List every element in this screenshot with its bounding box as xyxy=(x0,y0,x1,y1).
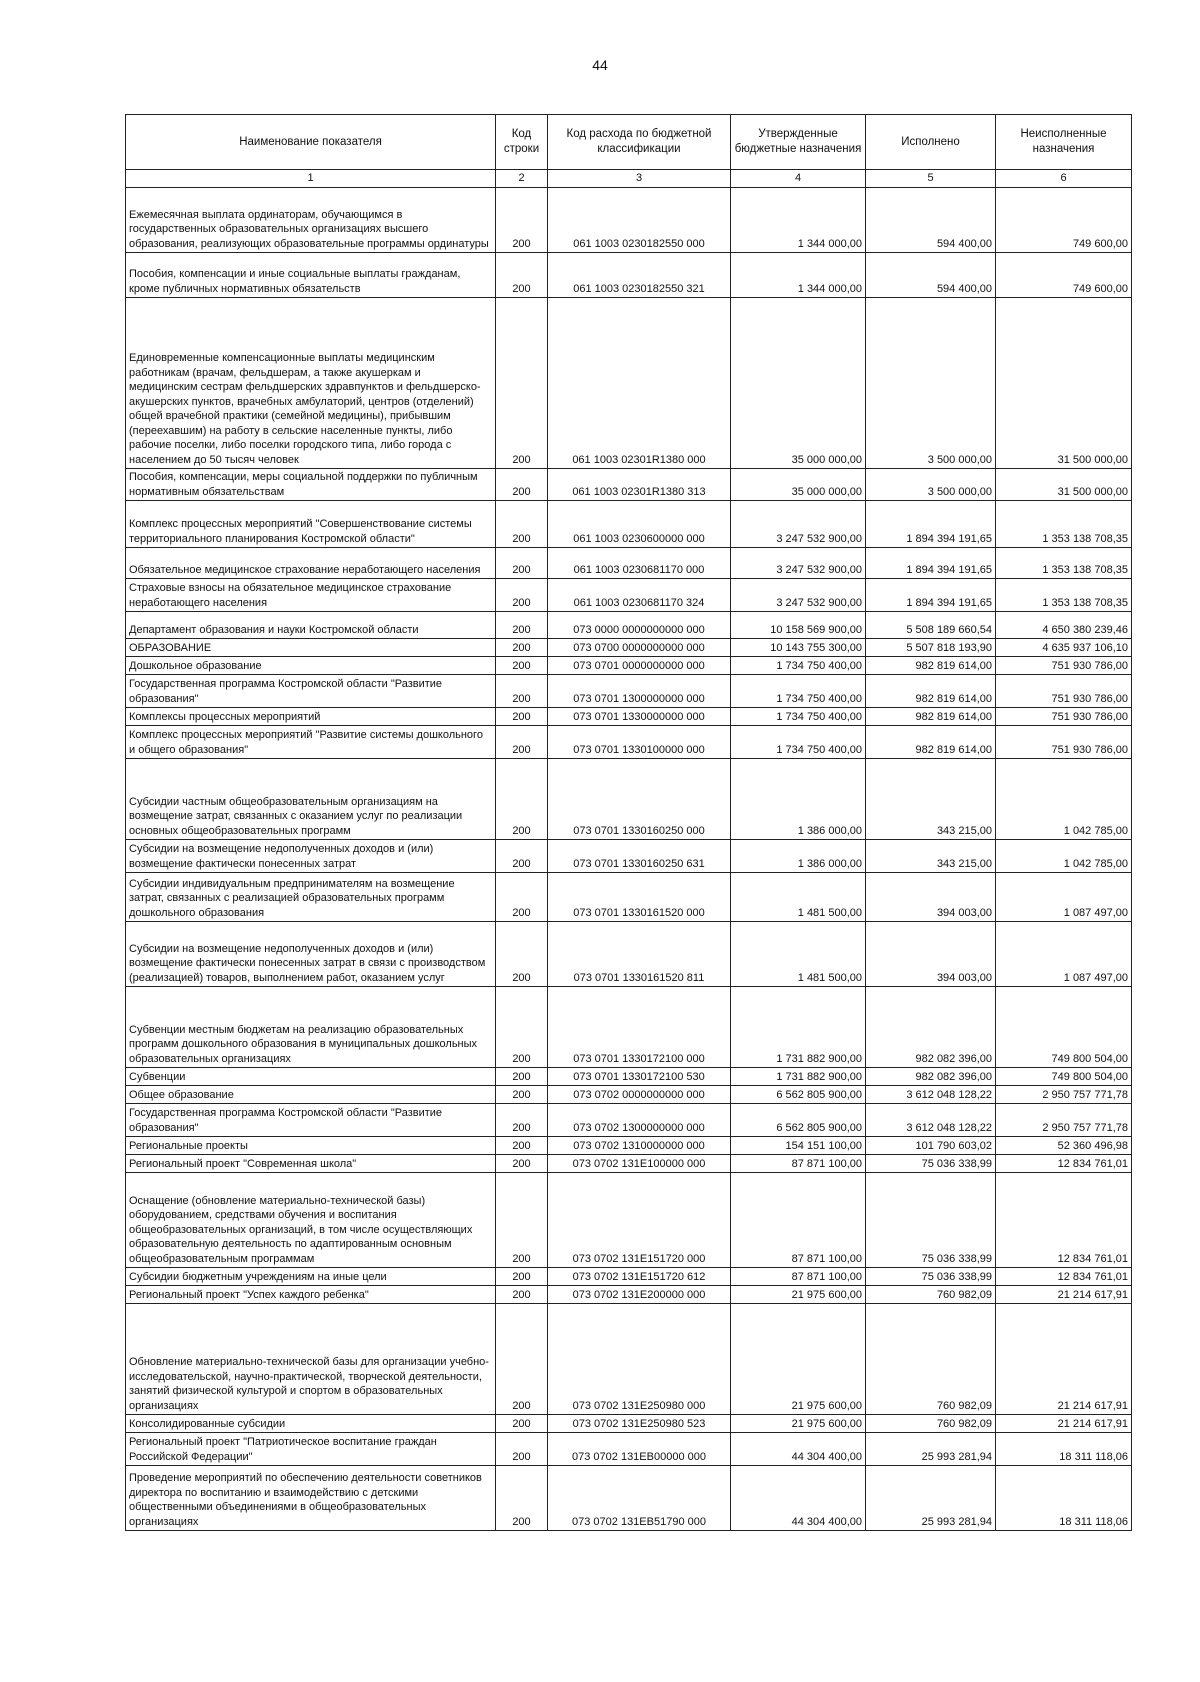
row-line-code: 200 xyxy=(496,639,548,657)
table-row xyxy=(126,579,1132,612)
row-expense-code: 073 0702 131E151720 612 xyxy=(548,1268,731,1286)
row-executed: 1 894 394 191,65 xyxy=(866,501,996,548)
row-approved: 1 481 500,00 xyxy=(731,873,866,922)
row-expense-code: 073 0701 1330161520 811 xyxy=(548,922,731,987)
row-name: Субсидии на возмещение недополученных доходов и (или) возмещение фактически понесенных затрат в связи с производством (реализацией) товаров, выполнением работ, оказанием услуг xyxy=(126,922,496,987)
row-expense-code: 073 0702 131EB51790 000 xyxy=(548,1466,731,1531)
row-unexecuted: 751 930 786,00 xyxy=(996,675,1132,708)
row-line-code: 200 xyxy=(496,1104,548,1137)
row-name: Департамент образования и науки Костромской области xyxy=(126,612,496,639)
row-expense-code: 073 0701 1330160250 631 xyxy=(548,840,731,873)
table-row xyxy=(126,657,1132,675)
row-line-code: 200 xyxy=(496,1155,548,1173)
row-approved: 154 151 100,00 xyxy=(731,1137,866,1155)
row-name: Субсидии частным общеобразовательным организациям на возмещение затрат, связанных с оказанием услуг по реализации основных общеобразовательных программ xyxy=(126,759,496,840)
header-line-code: Код строки xyxy=(496,115,548,170)
row-name: Страховые взносы на обязательное медицинское страхование неработающего населения xyxy=(126,579,496,612)
row-name: Региональные проекты xyxy=(126,1137,496,1155)
row-approved: 44 304 400,00 xyxy=(731,1466,866,1531)
row-executed: 75 036 338,99 xyxy=(866,1155,996,1173)
row-line-code: 200 xyxy=(496,1433,548,1466)
budget-execution-table xyxy=(125,114,1132,1531)
table-row xyxy=(126,1466,1132,1531)
row-approved: 44 304 400,00 xyxy=(731,1433,866,1466)
row-executed: 760 982,09 xyxy=(866,1415,996,1433)
table-row xyxy=(126,726,1132,759)
row-name: Дошкольное образование xyxy=(126,657,496,675)
row-unexecuted: 2 950 757 771,78 xyxy=(996,1086,1132,1104)
row-name: Региональный проект "Успех каждого ребенка" xyxy=(126,1286,496,1304)
table-row xyxy=(126,298,1132,469)
row-name: Субвенции xyxy=(126,1068,496,1086)
row-unexecuted: 751 930 786,00 xyxy=(996,726,1132,759)
row-executed: 75 036 338,99 xyxy=(866,1268,996,1286)
row-unexecuted: 751 930 786,00 xyxy=(996,708,1132,726)
row-executed: 760 982,09 xyxy=(866,1304,996,1415)
row-approved: 1 344 000,00 xyxy=(731,188,866,253)
row-approved: 21 975 600,00 xyxy=(731,1415,866,1433)
row-line-code: 200 xyxy=(496,1466,548,1531)
row-executed: 5 507 818 193,90 xyxy=(866,639,996,657)
row-executed: 394 003,00 xyxy=(866,922,996,987)
table-row xyxy=(126,1086,1132,1104)
row-expense-code: 073 0000 0000000000 000 xyxy=(548,612,731,639)
row-unexecuted: 1 042 785,00 xyxy=(996,840,1132,873)
table-row xyxy=(126,1104,1132,1137)
row-line-code: 200 xyxy=(496,1286,548,1304)
row-line-code: 200 xyxy=(496,1304,548,1415)
table-row xyxy=(126,612,1132,639)
row-executed: 3 612 048 128,22 xyxy=(866,1086,996,1104)
table-row xyxy=(126,840,1132,873)
row-name: Региональный проект "Современная школа" xyxy=(126,1155,496,1173)
row-expense-code: 073 0701 1330160250 000 xyxy=(548,759,731,840)
row-line-code: 200 xyxy=(496,612,548,639)
row-approved: 3 247 532 900,00 xyxy=(731,548,866,579)
row-approved: 1 734 750 400,00 xyxy=(731,726,866,759)
row-executed: 3 500 000,00 xyxy=(866,469,996,501)
row-line-code: 200 xyxy=(496,1268,548,1286)
row-line-code: 200 xyxy=(496,922,548,987)
row-approved: 1 734 750 400,00 xyxy=(731,657,866,675)
row-expense-code: 073 0702 1300000000 000 xyxy=(548,1104,731,1137)
row-unexecuted: 2 950 757 771,78 xyxy=(996,1104,1132,1137)
row-expense-code: 073 0701 1330000000 000 xyxy=(548,708,731,726)
row-executed: 982 819 614,00 xyxy=(866,675,996,708)
row-line-code: 200 xyxy=(496,1173,548,1268)
row-name: Консолидированные субсидии xyxy=(126,1415,496,1433)
row-expense-code: 073 0702 131E250980 523 xyxy=(548,1415,731,1433)
table-row xyxy=(126,708,1132,726)
row-unexecuted: 12 834 761,01 xyxy=(996,1155,1132,1173)
row-unexecuted: 749 600,00 xyxy=(996,188,1132,253)
row-line-code: 200 xyxy=(496,579,548,612)
row-unexecuted: 4 635 937 106,10 xyxy=(996,639,1132,657)
table-row xyxy=(126,873,1132,922)
row-line-code: 200 xyxy=(496,469,548,501)
row-expense-code: 061 1003 0230182550 000 xyxy=(548,188,731,253)
header-executed: Исполнено xyxy=(866,115,996,170)
header-expense-code: Код расхода по бюджетной классификации xyxy=(548,115,731,170)
row-line-code: 200 xyxy=(496,1137,548,1155)
table-row xyxy=(126,675,1132,708)
column-number: 6 xyxy=(996,170,1132,188)
row-executed: 760 982,09 xyxy=(866,1286,996,1304)
row-executed: 101 790 603,02 xyxy=(866,1137,996,1155)
table-row xyxy=(126,188,1132,253)
row-executed: 594 400,00 xyxy=(866,188,996,253)
row-approved: 1 386 000,00 xyxy=(731,840,866,873)
row-expense-code: 073 0702 1310000000 000 xyxy=(548,1137,731,1155)
column-number: 3 xyxy=(548,170,731,188)
row-approved: 1 734 750 400,00 xyxy=(731,708,866,726)
row-expense-code: 061 1003 0230681170 324 xyxy=(548,579,731,612)
row-line-code: 200 xyxy=(496,1086,548,1104)
row-expense-code: 073 0702 131EB00000 000 xyxy=(548,1433,731,1466)
row-expense-code: 073 0702 131E151720 000 xyxy=(548,1173,731,1268)
table-row xyxy=(126,1155,1132,1173)
row-name: Общее образование xyxy=(126,1086,496,1104)
row-expense-code: 061 1003 0230182550 321 xyxy=(548,253,731,298)
row-line-code: 200 xyxy=(496,253,548,298)
row-line-code: 200 xyxy=(496,726,548,759)
row-executed: 594 400,00 xyxy=(866,253,996,298)
row-expense-code: 073 0701 1330161520 000 xyxy=(548,873,731,922)
row-executed: 3 612 048 128,22 xyxy=(866,1104,996,1137)
row-name: Обязательное медицинское страхование неработающего населения xyxy=(126,548,496,579)
row-name: Региональный проект "Патриотическое воспитание граждан Российской Федерации" xyxy=(126,1433,496,1466)
row-line-code: 200 xyxy=(496,759,548,840)
row-unexecuted: 749 800 504,00 xyxy=(996,1068,1132,1086)
table-row xyxy=(126,922,1132,987)
row-expense-code: 073 0702 131E100000 000 xyxy=(548,1155,731,1173)
row-line-code: 200 xyxy=(496,675,548,708)
table-row xyxy=(126,1415,1132,1433)
row-unexecuted: 749 800 504,00 xyxy=(996,987,1132,1068)
row-unexecuted: 4 650 380 239,46 xyxy=(996,612,1132,639)
row-line-code: 200 xyxy=(496,548,548,579)
column-number: 2 xyxy=(496,170,548,188)
row-line-code: 200 xyxy=(496,298,548,469)
row-executed: 982 819 614,00 xyxy=(866,657,996,675)
table-row xyxy=(126,1286,1132,1304)
row-expense-code: 061 1003 0230681170 000 xyxy=(548,548,731,579)
table-row xyxy=(126,253,1132,298)
row-name: Субсидии бюджетным учреждениям на иные цели xyxy=(126,1268,496,1286)
row-approved: 3 247 532 900,00 xyxy=(731,501,866,548)
row-unexecuted: 1 353 138 708,35 xyxy=(996,548,1132,579)
row-unexecuted: 1 353 138 708,35 xyxy=(996,579,1132,612)
row-unexecuted: 12 834 761,01 xyxy=(996,1268,1132,1286)
row-expense-code: 061 1003 0230600000 000 xyxy=(548,501,731,548)
row-approved: 35 000 000,00 xyxy=(731,469,866,501)
row-unexecuted: 1 353 138 708,35 xyxy=(996,501,1132,548)
row-executed: 1 894 394 191,65 xyxy=(866,548,996,579)
row-name: Комплексы процессных мероприятий xyxy=(126,708,496,726)
row-name: Комплекс процессных мероприятий "Развитие системы дошкольного и общего образования" xyxy=(126,726,496,759)
row-approved: 6 562 805 900,00 xyxy=(731,1104,866,1137)
row-name: Единовременные компенсационные выплаты медицинским работникам (врачам, фельдшерам, а также акушеркам и медицинским сестрам фельдшерских здравпунктов и фельдшерско-акушерских пунктов, врачебных амбулаторий, центров (отделений) общей врачебной практики (семейной медицины), прибывшим (переехавшим) на работу в сельские населенные пункты, либо рабочие поселки, либо поселки городского типа, либо города с населением до 50 тысяч человек xyxy=(126,298,496,469)
row-unexecuted: 1 087 497,00 xyxy=(996,922,1132,987)
row-expense-code: 073 0702 131E200000 000 xyxy=(548,1286,731,1304)
row-approved: 3 247 532 900,00 xyxy=(731,579,866,612)
row-approved: 1 731 882 900,00 xyxy=(731,1068,866,1086)
column-number-row xyxy=(126,170,1132,188)
row-line-code: 200 xyxy=(496,1415,548,1433)
row-unexecuted: 749 600,00 xyxy=(996,253,1132,298)
row-name: Субсидии на возмещение недополученных доходов и (или) возмещение фактически понесенных затрат xyxy=(126,840,496,873)
header-approved: Утвержденные бюджетные назначения xyxy=(731,115,866,170)
column-number: 1 xyxy=(126,170,496,188)
table-row xyxy=(126,1137,1132,1155)
row-executed: 1 894 394 191,65 xyxy=(866,579,996,612)
row-unexecuted: 18 311 118,06 xyxy=(996,1466,1132,1531)
table-body xyxy=(126,188,1132,1531)
row-name: Обновление материально-технической базы для организации учебно-исследовательской, научно-практической, творческой деятельности, занятий физической культурой и спортом в образовательных организациях xyxy=(126,1304,496,1415)
row-line-code: 200 xyxy=(496,1068,548,1086)
row-unexecuted: 31 500 000,00 xyxy=(996,298,1132,469)
table-row xyxy=(126,501,1132,548)
row-name: Оснащение (обновление материально-технической базы) оборудованием, средствами обучения и воспитания общеобразовательных организаций, в том числе осуществляющих образовательную деятельность по адаптированным основным общеобразовательным программам xyxy=(126,1173,496,1268)
row-executed: 982 082 396,00 xyxy=(866,987,996,1068)
row-approved: 10 158 569 900,00 xyxy=(731,612,866,639)
table-row xyxy=(126,1304,1132,1415)
row-approved: 87 871 100,00 xyxy=(731,1173,866,1268)
row-unexecuted: 18 311 118,06 xyxy=(996,1433,1132,1466)
row-expense-code: 073 0701 0000000000 000 xyxy=(548,657,731,675)
row-name: Субвенции местным бюджетам на реализацию образовательных программ дошкольного образования в муниципальных дошкольных образовательных организациях xyxy=(126,987,496,1068)
row-approved: 87 871 100,00 xyxy=(731,1155,866,1173)
row-unexecuted: 1 042 785,00 xyxy=(996,759,1132,840)
table-row xyxy=(126,1173,1132,1268)
row-expense-code: 073 0701 1300000000 000 xyxy=(548,675,731,708)
row-unexecuted: 21 214 617,91 xyxy=(996,1415,1132,1433)
table-row xyxy=(126,1268,1132,1286)
row-executed: 343 215,00 xyxy=(866,759,996,840)
row-expense-code: 073 0701 1330100000 000 xyxy=(548,726,731,759)
row-unexecuted: 52 360 496,98 xyxy=(996,1137,1132,1155)
row-line-code: 200 xyxy=(496,987,548,1068)
row-line-code: 200 xyxy=(496,188,548,253)
row-unexecuted: 21 214 617,91 xyxy=(996,1286,1132,1304)
row-unexecuted: 21 214 617,91 xyxy=(996,1304,1132,1415)
header-row xyxy=(126,115,1132,170)
row-unexecuted: 31 500 000,00 xyxy=(996,469,1132,501)
row-approved: 21 975 600,00 xyxy=(731,1286,866,1304)
row-executed: 25 993 281,94 xyxy=(866,1433,996,1466)
row-expense-code: 073 0701 1330172100 000 xyxy=(548,987,731,1068)
column-number: 5 xyxy=(866,170,996,188)
row-name: Пособия, компенсации и иные социальные выплаты гражданам, кроме публичных нормативных обязательств xyxy=(126,253,496,298)
table-row xyxy=(126,639,1132,657)
row-expense-code: 073 0702 0000000000 000 xyxy=(548,1086,731,1104)
row-expense-code: 061 1003 02301R1380 313 xyxy=(548,469,731,501)
row-line-code: 200 xyxy=(496,873,548,922)
row-expense-code: 073 0702 131E250980 000 xyxy=(548,1304,731,1415)
row-approved: 10 143 755 300,00 xyxy=(731,639,866,657)
row-expense-code: 061 1003 02301R1380 000 xyxy=(548,298,731,469)
row-approved: 87 871 100,00 xyxy=(731,1268,866,1286)
row-approved: 1 481 500,00 xyxy=(731,922,866,987)
row-executed: 75 036 338,99 xyxy=(866,1173,996,1268)
page-number: 44 xyxy=(592,57,608,73)
row-approved: 6 562 805 900,00 xyxy=(731,1086,866,1104)
row-approved: 1 344 000,00 xyxy=(731,253,866,298)
row-executed: 394 003,00 xyxy=(866,873,996,922)
row-line-code: 200 xyxy=(496,840,548,873)
header-unexecuted: Неисполненные назначения xyxy=(996,115,1132,170)
row-line-code: 200 xyxy=(496,708,548,726)
row-name: Государственная программа Костромской области "Развитие образования" xyxy=(126,1104,496,1137)
row-name: Комплекс процессных мероприятий "Совершенствование системы территориального планирования Костромской области" xyxy=(126,501,496,548)
row-executed: 982 819 614,00 xyxy=(866,708,996,726)
table-row xyxy=(126,759,1132,840)
row-line-code: 200 xyxy=(496,501,548,548)
row-name: Ежемесячная выплата ординаторам, обучающимся в государственных образовательных организациях высшего образования, реализующих образовательные программы ординатуры xyxy=(126,188,496,253)
column-number: 4 xyxy=(731,170,866,188)
table-row xyxy=(126,548,1132,579)
row-executed: 982 082 396,00 xyxy=(866,1068,996,1086)
header-indicator-name: Наименование показателя xyxy=(126,115,496,170)
row-name: Субсидии индивидуальным предпринимателям на возмещение затрат, связанных с реализацией образовательных программ дошкольного образования xyxy=(126,873,496,922)
row-expense-code: 073 0701 1330172100 530 xyxy=(548,1068,731,1086)
table-row xyxy=(126,1433,1132,1466)
row-name: ОБРАЗОВАНИЕ xyxy=(126,639,496,657)
table-row xyxy=(126,987,1132,1068)
table-row xyxy=(126,469,1132,501)
row-approved: 1 734 750 400,00 xyxy=(731,675,866,708)
row-approved: 21 975 600,00 xyxy=(731,1304,866,1415)
row-unexecuted: 751 930 786,00 xyxy=(996,657,1132,675)
row-approved: 1 731 882 900,00 xyxy=(731,987,866,1068)
row-unexecuted: 1 087 497,00 xyxy=(996,873,1132,922)
row-name: Проведение мероприятий по обеспечению деятельности советников директора по воспитанию и взаимодействию с детскими общественными объединениями в общеобразовательных организациях xyxy=(126,1466,496,1531)
row-executed: 25 993 281,94 xyxy=(866,1466,996,1531)
row-approved: 35 000 000,00 xyxy=(731,298,866,469)
row-expense-code: 073 0700 0000000000 000 xyxy=(548,639,731,657)
table-row xyxy=(126,1068,1132,1086)
row-line-code: 200 xyxy=(496,657,548,675)
row-executed: 982 819 614,00 xyxy=(866,726,996,759)
row-name: Государственная программа Костромской области "Развитие образования" xyxy=(126,675,496,708)
row-approved: 1 386 000,00 xyxy=(731,759,866,840)
row-unexecuted: 12 834 761,01 xyxy=(996,1173,1132,1268)
row-executed: 3 500 000,00 xyxy=(866,298,996,469)
row-executed: 343 215,00 xyxy=(866,840,996,873)
row-name: Пособия, компенсации, меры социальной поддержки по публичным нормативным обязательствам xyxy=(126,469,496,501)
row-executed: 5 508 189 660,54 xyxy=(866,612,996,639)
